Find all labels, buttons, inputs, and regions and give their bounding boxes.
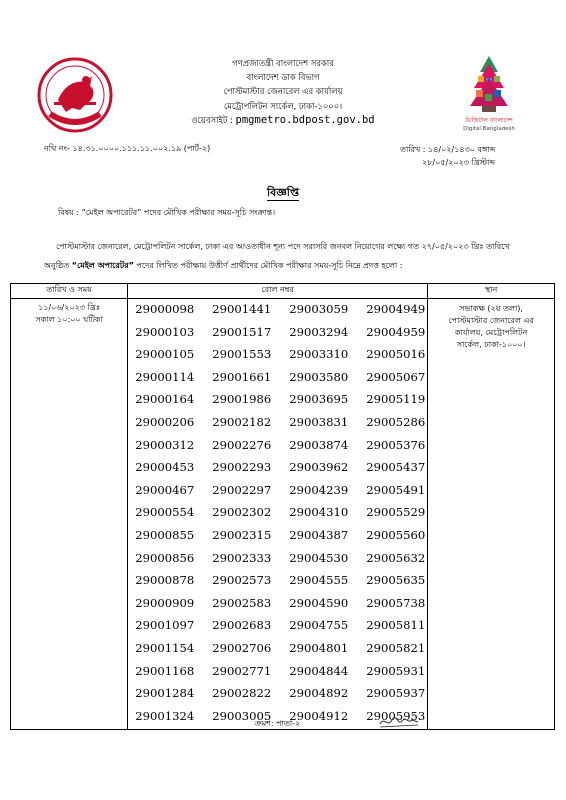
header-circle: মেট্রোপলিটন সার্কেল, ঢাকা-১০০০।	[223, 100, 343, 111]
post-name-bold: “মেইল অপারেটর”	[71, 261, 134, 270]
roll-number: 29005491	[366, 482, 426, 497]
notice-title: বিজ্ঞপ্তি	[267, 186, 299, 199]
date-bangla: তারিখ : ১৪/০২/১৪৩০ বঙ্গাব্দ	[400, 145, 496, 154]
roll-number: 29003580	[289, 369, 349, 384]
roll-number: 29002182	[212, 414, 272, 429]
digital-bangladesh-logo-icon	[444, 54, 534, 134]
roll-number: 29000878	[135, 573, 195, 588]
header-office: পোস্টমাস্টার জেনারেল এর কার্যালয়	[223, 86, 343, 97]
roll-number: 29002573	[212, 573, 272, 588]
roll-number: 29003294	[289, 324, 349, 339]
header-website	[130, 113, 436, 127]
website-url[interactable]: pmgmetro.bdpost.gov.bd	[235, 113, 375, 126]
roll-number: 29000855	[135, 527, 195, 542]
exam-date: ১১/০৬/২০২৩ খ্রিঃ	[38, 303, 101, 312]
roll-number: 29003962	[289, 460, 349, 475]
website-label: ওয়েবসাইট :	[191, 114, 236, 125]
digital-bangladesh-subtext: Digital Bangladesh	[463, 126, 515, 132]
roll-number: 29005635	[366, 573, 426, 588]
paragraph-line-2: অনুষ্ঠিত “মেইল অপারেটর” পদের লিখিত পরীক্ষায় উত্তীর্ণ প্রার্থীদের মৌখিক পরীক্ষার সময়-সূচি নিম্নে প্রদত্ত হলো :	[44, 261, 403, 270]
roll-number: 29000114	[135, 369, 195, 384]
memo-number: নথি নং- ১৪.৩১.০০০০.১১১.১১.০০২.১৯ (পার্ট-২)	[44, 144, 211, 153]
roll-number: 29002683	[212, 618, 272, 633]
roll-number: 29001097	[135, 618, 195, 633]
venue-line: সভাকক্ষ (২য় তলা),	[459, 304, 523, 313]
roll-number: 29002706	[212, 640, 272, 655]
roll-numbers-cell	[128, 299, 428, 730]
table-row	[11, 299, 555, 730]
roll-number: 29004755	[289, 618, 349, 633]
roll-number: 29001553	[212, 347, 272, 362]
venue-line: কার্যালয়, মেট্রোপলিটন	[454, 328, 528, 337]
roll-number: 29003059	[289, 302, 349, 316]
roll-number: 29005632	[366, 550, 426, 565]
roll-number: 29003310	[289, 347, 349, 362]
header-venue: স্থান	[428, 284, 555, 299]
memo-date	[400, 143, 530, 169]
roll-number: 29000164	[135, 392, 195, 407]
digital-bangladesh-text: ডিজিটাল বাংলাদেশ	[465, 117, 513, 124]
roll-number: 29005953	[366, 708, 426, 723]
roll-number: 29005560	[366, 527, 426, 542]
roll-number: 29001168	[135, 663, 195, 678]
roll-number: 29002302	[212, 505, 272, 520]
roll-number: 29000206	[135, 414, 195, 429]
header-roll-number: রোল নম্বর	[128, 284, 428, 299]
exam-time: সকাল ১০:০০ ঘটিকা	[35, 315, 103, 324]
roll-number: 29000453	[135, 460, 195, 475]
roll-number: 29003005	[212, 708, 272, 723]
venue-line: সার্কেল, ঢাকা-১০০০।	[456, 340, 526, 349]
roll-number: 29005286	[366, 414, 426, 429]
roll-number: 29001284	[135, 686, 195, 701]
roll-number: 29003874	[289, 437, 349, 452]
notice-subject: বিষয় : “মেইল অপারেটর” পদের মৌখিক পরীক্ষার সময়-সূচি সংক্রান্ত।	[58, 208, 276, 217]
roll-number: 29002333	[212, 550, 272, 565]
header-dept: বাংলাদেশ ডাক বিভাগ	[246, 72, 320, 83]
roll-number: 29002583	[212, 595, 272, 610]
roll-number: 29000105	[135, 347, 195, 362]
roll-number: 29005119	[366, 392, 426, 407]
bangladesh-post-emblem-icon	[36, 56, 114, 134]
roll-number: 29002315	[212, 527, 272, 542]
roll-number: 29005016	[366, 347, 426, 362]
header-govt: গণপ্রজাতন্ত্রী বাংলাদেশ সরকার	[232, 58, 334, 68]
continued-note: ক্রমশ: পাতা-২	[255, 719, 301, 728]
roll-number: 29001517	[212, 324, 272, 339]
date-english: ২৮/০৫/২০২৩ খ্রিস্টাব্দ	[422, 158, 495, 167]
letterhead	[130, 56, 436, 127]
roll-number: 29000467	[135, 482, 195, 497]
roll-number: 29004590	[289, 595, 349, 610]
roll-number: 29001441	[212, 302, 272, 316]
roll-number: 29005376	[366, 437, 426, 452]
roll-number: 29001154	[135, 640, 195, 655]
roll-number: 29000103	[135, 324, 195, 339]
header-date-time: তারিখ ও সময়	[11, 284, 128, 299]
roll-number: 29003831	[289, 414, 349, 429]
table-header-row	[11, 284, 555, 299]
notice-paragraph	[44, 237, 534, 275]
roll-number: 29000312	[135, 437, 195, 452]
roll-number: 29000554	[135, 505, 195, 520]
roll-number: 29005821	[366, 640, 426, 655]
roll-number: 29002293	[212, 460, 272, 475]
roll-number: 29004949	[366, 302, 426, 316]
roll-number: 29000909	[135, 595, 195, 610]
roll-number: 29004844	[289, 663, 349, 678]
schedule-table	[10, 283, 555, 730]
roll-number: 29004239	[289, 482, 349, 497]
exam-venue	[428, 299, 555, 730]
roll-number: 29002771	[212, 663, 272, 678]
roll-number: 29002822	[212, 686, 272, 701]
roll-number: 29005529	[366, 505, 426, 520]
roll-number: 29003695	[289, 392, 349, 407]
roll-number: 29004801	[289, 640, 349, 655]
roll-number: 29005738	[366, 595, 426, 610]
roll-number: 29004555	[289, 573, 349, 588]
venue-line: পোস্টমাস্টার জেনারেল এর	[448, 316, 534, 325]
roll-number: 29005931	[366, 663, 426, 678]
roll-number: 29004310	[289, 505, 349, 520]
paragraph-line-1: পোস্টমাস্টার জেনারেল, মেট্রোপলিটন সার্কেল, ঢাকা এর আওতাধীন শূন্য পদে সরাসরি জনবল নিয়োগের লক্ষ্যে গত ২৭/০৫/২০২৩ খ্রিঃ তারিখে	[56, 242, 510, 251]
roll-number: 29000856	[135, 550, 195, 565]
roll-number: 29002276	[212, 437, 272, 452]
roll-number: 29005937	[366, 686, 426, 701]
roll-number: 29005811	[366, 618, 426, 633]
roll-number: 29001661	[212, 369, 272, 384]
roll-number: 29000098	[135, 302, 195, 316]
roll-number: 29004912	[289, 708, 349, 723]
roll-number: 29004959	[366, 324, 426, 339]
exam-date-time	[11, 299, 128, 730]
roll-number: 29001986	[212, 392, 272, 407]
roll-number: 29001324	[135, 708, 195, 723]
roll-number: 29004530	[289, 550, 349, 565]
roll-number: 29005067	[366, 369, 426, 384]
roll-number: 29004387	[289, 527, 349, 542]
signature-icon	[378, 712, 420, 732]
roll-number: 29002297	[212, 482, 272, 497]
roll-number: 29005437	[366, 460, 426, 475]
roll-number: 29004892	[289, 686, 349, 701]
roll-number-grid	[128, 300, 427, 729]
